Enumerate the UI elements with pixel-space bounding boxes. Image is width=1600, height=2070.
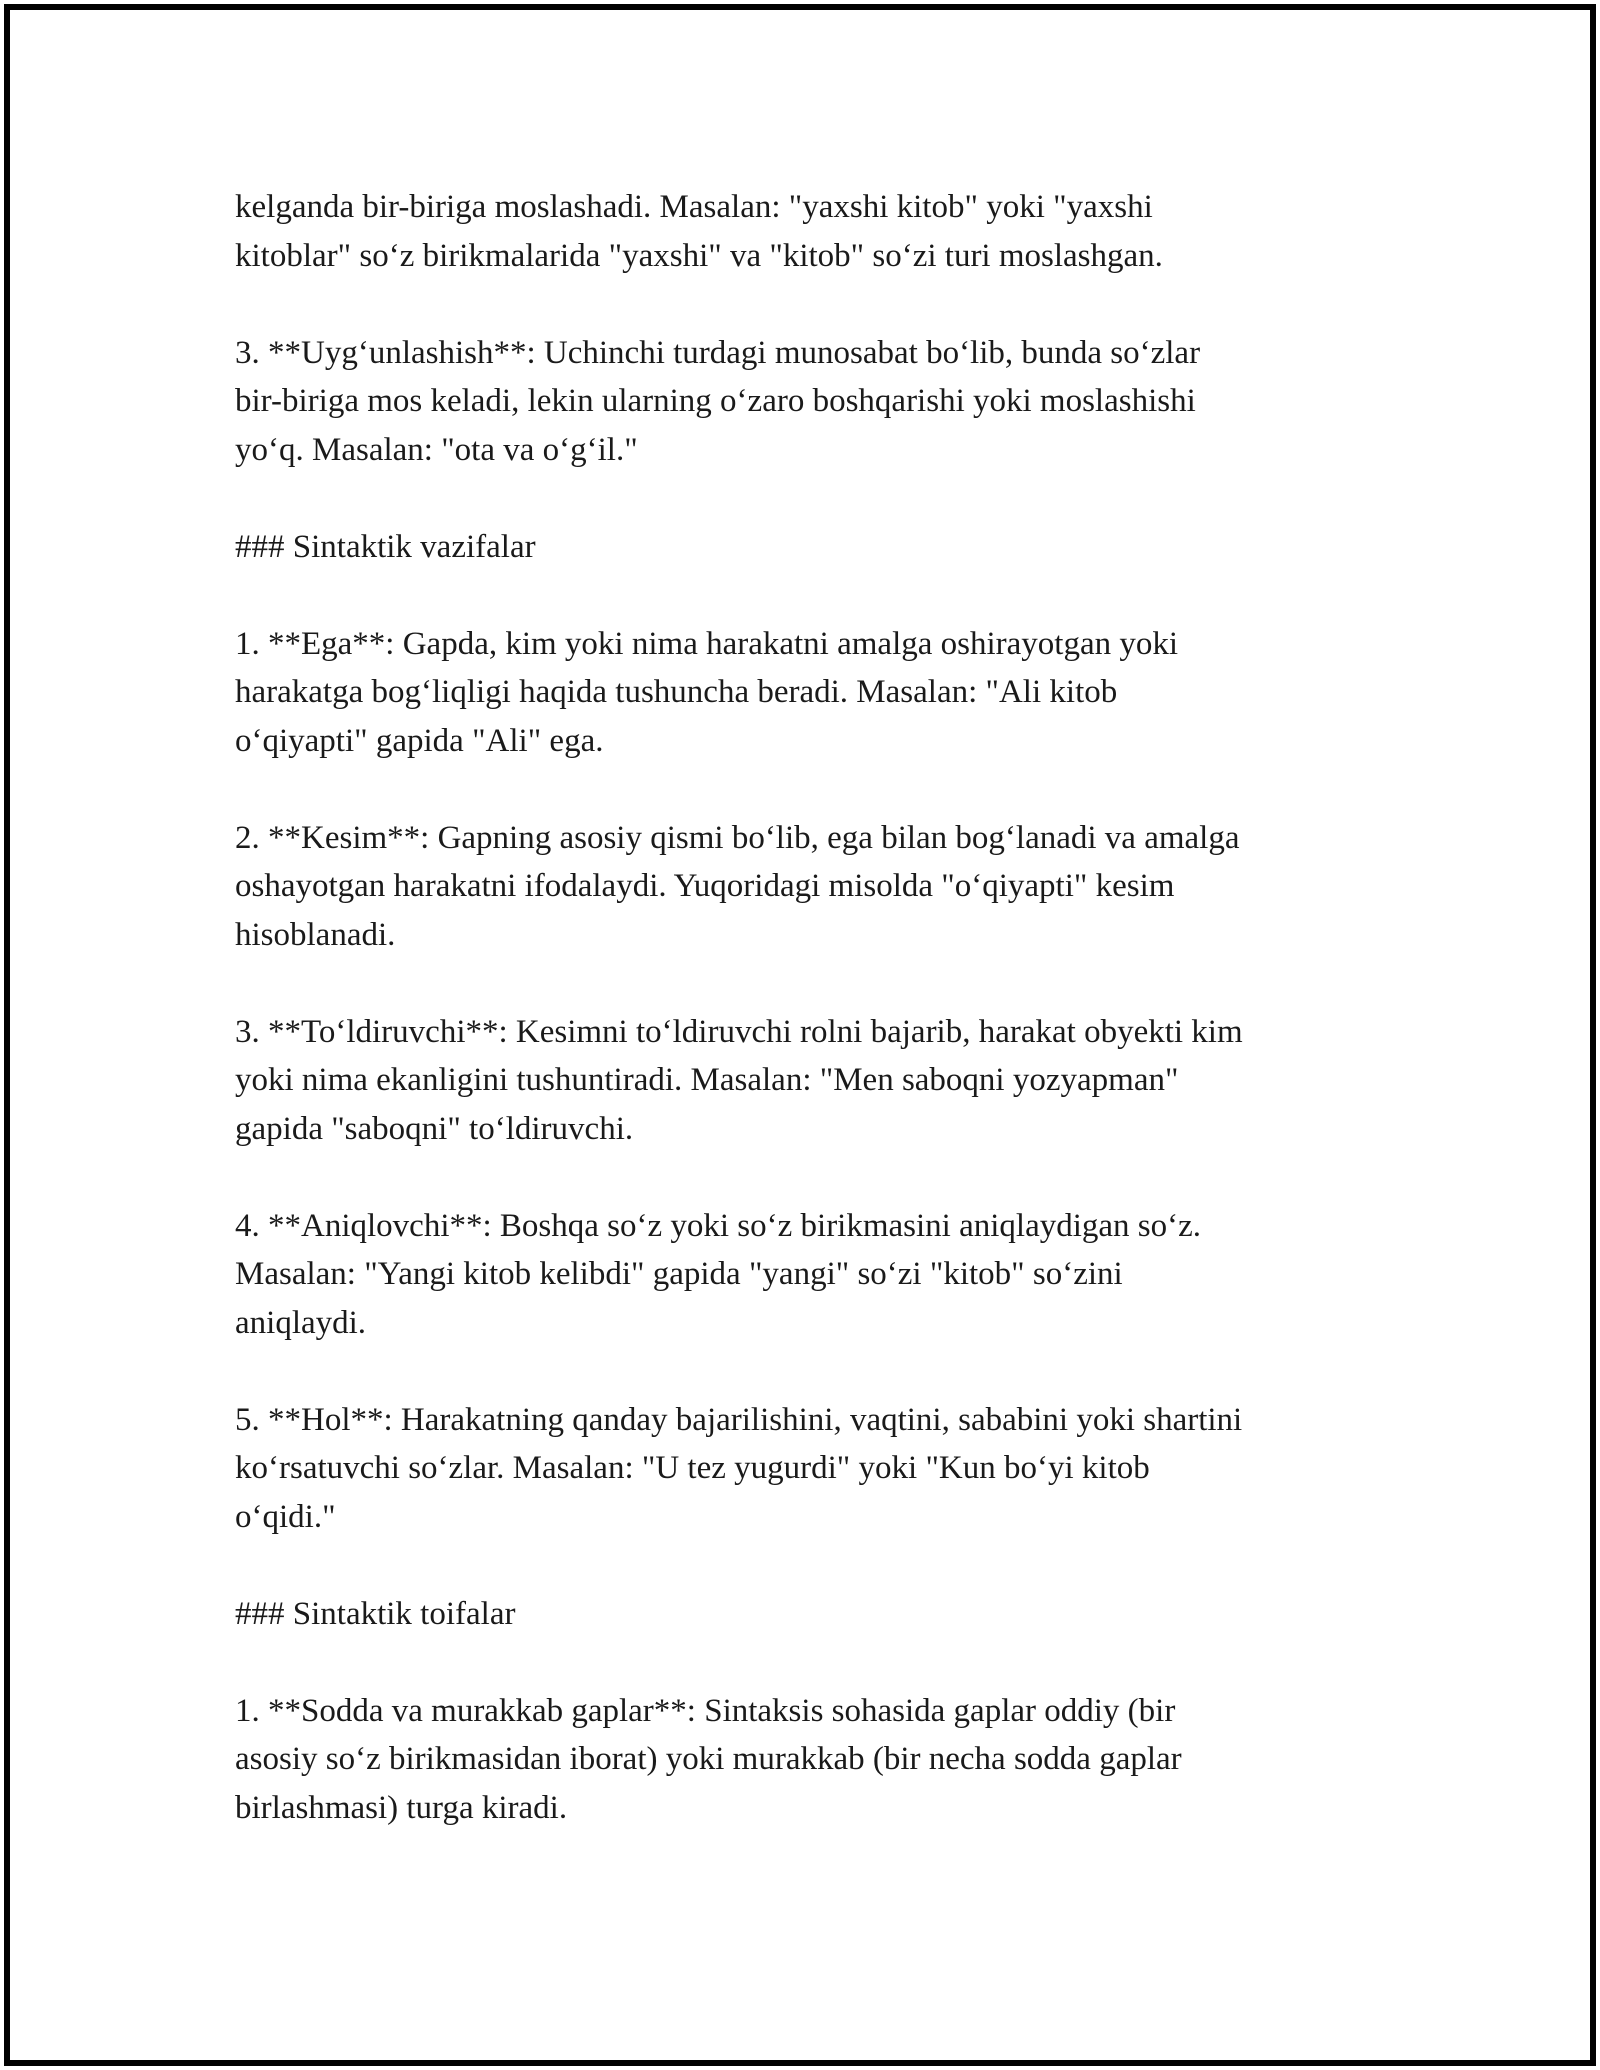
paragraph-moslashuv-continuation: kelganda bir-biriga moslashadi. Masalan: "yaxshi kitob" yoki "yaxshi kitoblar" so‘z birikmalarida "yaxshi" va "kitob" so‘zi turi moslashgan. bbox=[235, 189, 1163, 274]
paragraph-ega: 1. **Ega**: Gapda, kim yoki nima harakatni amalga oshirayotgan yoki harakatga bog‘liqligi haqida tushuncha beradi. Masalan: "Ali kitob o‘qiyapti" gapida "Ali" ega. bbox=[235, 625, 1179, 759]
paragraph-uygunlashish: 3. **Uyg‘unlashish**: Uchinchi turdagi munosabat bo‘lib, bunda so‘zlar bir-biriga mos keladi, lekin ularning o‘zaro boshqarishi yoki moslashishi yo‘q. Masalan: "ota va o‘g‘il." bbox=[235, 334, 1201, 468]
heading-sintaktik-vazifalar: ### Sintaktik vazifalar bbox=[235, 528, 536, 565]
document-body bbox=[235, 183, 1375, 1881]
paragraph-aniqlovchi: 4. **Aniqlovchi**: Boshqa so‘z yoki so‘z birikmasini aniqlaydigan so‘z. Masalan: "Yangi kitob kelibdi" gapida "yangi" so‘zi "kitob" so‘zini aniqlaydi. bbox=[235, 1207, 1202, 1341]
paragraph-toldiruvchi: 3. **To‘ldiruvchi**: Kesimni to‘ldiruvchi rolni bajarib, harakat obyekti kim yoki nima ekanligini tushuntiradi. Masalan: "Men saboqni yozyapman" gapida "saboqni" to‘ldiruvchi. bbox=[235, 1013, 1243, 1147]
heading-sintaktik-toifalar: ### Sintaktik toifalar bbox=[235, 1595, 516, 1632]
paragraph-sodda-murakkab-gaplar: 1. **Sodda va murakkab gaplar**: Sintaksis sohasida gaplar oddiy (bir asosiy so‘z birikmasidan iborat) yoki murakkab (bir necha sodda gaplar birlashmasi) turga kiradi. bbox=[235, 1692, 1182, 1826]
paragraph-hol: 5. **Hol**: Harakatning qanday bajarilishini, vaqtini, sababini yoki shartini ko‘rsatuvchi so‘zlar. Masalan: "U tez yugurdi" yoki "Kun bo‘yi kitob o‘qidi." bbox=[235, 1401, 1243, 1535]
paragraph-kesim: 2. **Kesim**: Gapning asosiy qismi bo‘lib, ega bilan bog‘lanadi va amalga oshayotgan harakatni ifodalaydi. Yuqoridagi misolda "o‘qiyapti" kesim hisoblanadi. bbox=[235, 819, 1240, 953]
